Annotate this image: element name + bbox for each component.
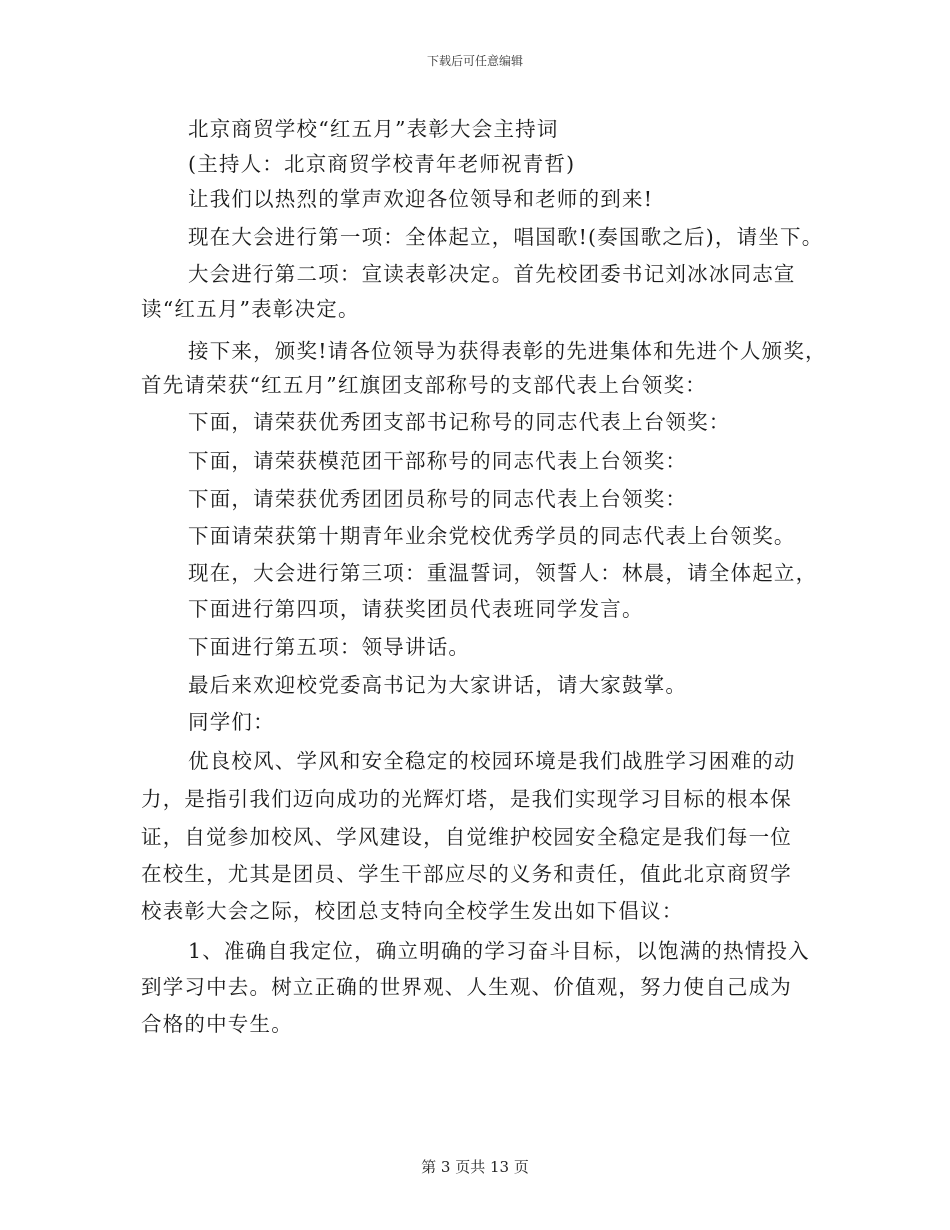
page-header: 下载后可任意编辑 [426, 54, 523, 68]
paragraph-line: 校表彰大会之际，校团总支特向全校学生发出如下倡议： [141, 899, 684, 923]
page-number: 第 3 页共 13 页 [421, 1158, 529, 1176]
paragraph-line: 下面进行第四项，请获奖团员代表班同学发言。 [188, 597, 644, 621]
paragraph-line: 大会进行第二项：宣读表彰决定。首先校团委书记刘冰冰同志宣 [188, 262, 796, 286]
paragraph-line: 力，是指引我们迈向成功的光辉灯塔，是我们实现学习目标的根本保 [141, 787, 792, 811]
paragraph-line: 现在，大会进行第三项：重温誓词，领誓人：林晨，请全体起立， [188, 561, 818, 585]
paragraph-line: 首先请荣获“红五月”红旗团支部称号的支部代表上台领奖： [141, 373, 707, 397]
paragraph-line: 在校生，尤其是团员、学生干部应尽的义务和责任，值此北京商贸学 [141, 862, 792, 886]
paragraph-line: 接下来，颁奖!请各位领导为获得表彰的先进集体和先进个人颁奖， [188, 339, 827, 363]
paragraph-line: 现在大会进行第一项：全体起立，唱国歌!(奏国歌之后)，请坐下。 [188, 225, 824, 249]
paragraph-line: 下面，请荣获优秀团团员称号的同志代表上台领奖： [188, 487, 688, 511]
paragraph-line: 最后来欢迎校党委高书记为大家讲话，请大家鼓掌。 [188, 673, 688, 697]
paragraph-line: 下面，请荣获模范团干部称号的同志代表上台领奖： [188, 449, 688, 473]
paragraph-line: 优良校风、学风和安全稳定的校园环境是我们战胜学习困难的动 [188, 749, 796, 773]
paragraph-line: 让我们以热烈的掌声欢迎各位领导和老师的到来! [188, 187, 654, 211]
paragraph-line: 合格的中专生。 [141, 1012, 293, 1036]
paragraph-line: 下面，请荣获优秀团支部书记称号的同志代表上台领奖： [188, 410, 731, 434]
paragraph-line: 下面请荣获第十期青年业余党校优秀学员的同志代表上台领奖。 [188, 524, 796, 548]
host-note: (主持人：北京商贸学校青年老师祝青哲) [188, 152, 576, 176]
paragraph-line: 到学习中去。树立正确的世界观、人生观、价值观，努力使自己成为 [141, 975, 792, 999]
document-title: 北京商贸学校“红五月”表彰大会主持词 [188, 117, 559, 141]
paragraph-line: 下面进行第五项：领导讲话。 [188, 635, 471, 659]
paragraph-line: 同学们： [188, 710, 275, 734]
paragraph-line: 读“红五月”表彰决定。 [141, 297, 360, 321]
paragraph-line: 证，自觉参加校风、学风建设，自觉维护校园安全稳定是我们每一位 [141, 825, 792, 849]
paragraph-line: 1、准确自我定位，确立明确的学习奋斗目标，以饱满的热情投入 [188, 939, 810, 963]
